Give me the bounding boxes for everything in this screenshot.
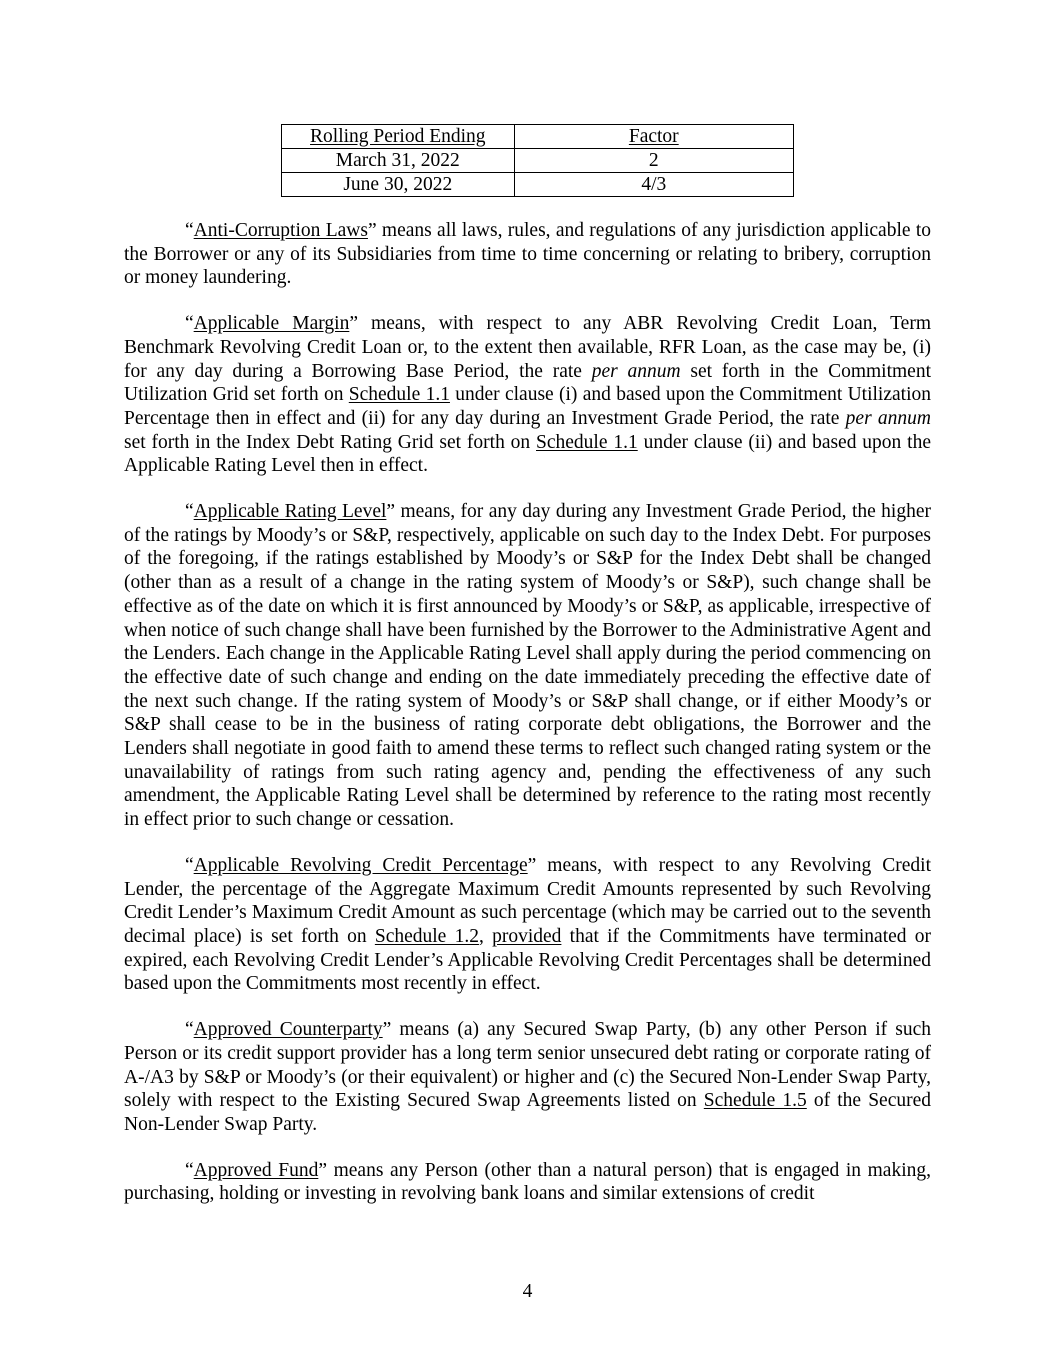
definition-applicable-rating-level: “Applicable Rating Level” means, for any day during any Investment Grade Period, the higher of the ratings by Moody’s or S&P, respectively, applicable on such day to the Index Debt. For purposes of the foregoing, if the ratings established by Moody’s or S&P for the Index Debt shall be changed (other than as a result of a change in the rating system of Moody’s or S&P), such change shall be effective as of the date on which it is first announced by Moody’s or S&P, as applicable, irrespective of when notice of such change shall have been furnished by the Borrower to the Administrative Agent and the Lenders. Each change in the Applicable Rating Level shall apply during the period commencing on the effective date of such change and ending on the date immediately preceding the effective date of the next such change. If the rating system of Moody’s or S&P shall change, or if either Moody’s or S&P shall cease to be in the business of rating corporate debt obligations, the Borrower and the Lenders shall negotiate in good faith to amend these terms to reflect such changed rating system or the unavailability of ratings from such rating agency and, pending the effectiveness of any such amendment, the Applicable Rating Level shall be determined by reference to the rating most recently in effect prior to such change or cessation. xyxy=(124,501,932,831)
provided-term: provided xyxy=(492,925,562,947)
defined-term: Applicable Rating Level xyxy=(193,501,387,523)
definition-applicable-margin: “Applicable Margin” means, with respect to any ABR Revolving Credit Loan, Term Benchmark Revolving Credit Loan or, to the extent then available, RFR Loan, as the case may be, (i) for any day during a Borrowing Base Period, the rate per annum set forth in the Commitment Utilization Grid set forth on Schedule 1.1 under clause (i) and based upon the Commitment Utilization Percentage then in effect and (ii) for any day during an Investment Grade Period, the rate per annum set forth in the Index Debt Rating Grid set forth on Schedule 1.1 under clause (ii) and based upon the Applicable Rating Level then in effect. xyxy=(124,313,932,477)
table-row xyxy=(282,149,794,173)
definition-approved-fund: “Approved Fund” means any Person (other than a natural person) that is engaged in making, purchasing, holding or investing in revolving bank loans and similar extensions of credit xyxy=(124,1159,931,1205)
defined-term: Anti-Corruption Laws xyxy=(193,220,368,241)
definition-approved-counterparty: “Approved Counterparty” means (a) any Secured Swap Party, (b) any other Person if such Person or its credit support provider has a long term senior unsecured debt rating or corporate rating of A-/A3 by S&P or Moody’s (or their equivalent) or higher and (c) the Secured Non-Lender Swap Party, solely with respect to the Existing Secured Swap Agreements listed on Schedule 1.5 of the Secured Non-Lender Swap Party. xyxy=(124,1019,932,1135)
schedule-reference: Schedule 1.1 xyxy=(536,431,638,453)
defined-term: Approved Fund xyxy=(193,1159,319,1181)
defined-term: Approved Counterparty xyxy=(193,1019,383,1041)
table-cell: 2 xyxy=(514,149,793,173)
page-number: 4 xyxy=(522,1281,533,1302)
table-row xyxy=(282,173,794,197)
table-header-cell: Factor xyxy=(514,125,793,149)
schedule-reference: Schedule 1.1 xyxy=(348,384,450,406)
defined-term: Applicable Revolving Credit Percentage xyxy=(193,854,528,876)
table-header-cell: Rolling Period Ending xyxy=(282,125,515,149)
table-cell: 4/3 xyxy=(514,173,793,197)
rolling-period-factor-table xyxy=(281,124,794,197)
schedule-reference: Schedule 1.5 xyxy=(703,1090,807,1112)
document-page xyxy=(124,124,931,1228)
definition-anti-corruption-laws: “Anti-Corruption Laws” means all laws, rules, and regulations of any jurisdiction applicable to the Borrower or any of its Subsidiaries from time to time concerning or relating to bribery, corruption or money laundering. xyxy=(124,220,931,289)
table-cell: March 31, 2022 xyxy=(282,149,515,173)
schedule-reference: Schedule 1.2 xyxy=(374,925,479,947)
defined-term: Applicable Margin xyxy=(193,313,350,335)
table-header-row xyxy=(282,125,794,149)
table-cell: June 30, 2022 xyxy=(282,173,515,197)
definition-applicable-revolving-credit-percentage: “Applicable Revolving Credit Percentage” means, with respect to any Revolving Credit Lender, the percentage of the Aggregate Maximum Credit Amounts represented by such Revolving Credit Lender’s Maximum Credit Amount as such percentage (which may be carried out to the seventh decimal place) is set forth on Schedule 1.2, provided that if the Commitments have terminated or expired, each Revolving Credit Lender’s Applicable Revolving Credit Percentages shall be determined based upon the Commitments most recently in effect. xyxy=(124,854,931,995)
